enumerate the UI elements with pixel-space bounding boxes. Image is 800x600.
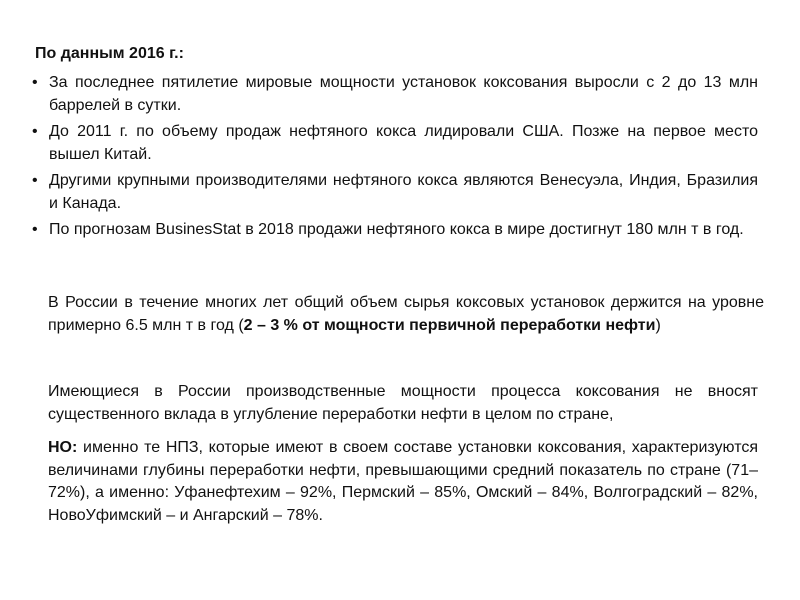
bullet-text: По прогнозам BusinesStat в 2018 продажи нефтяного кокса в мире достигнут 180 млн т в год. [49, 221, 744, 238]
bullet-list [32, 72, 758, 246]
list-item [32, 219, 758, 242]
slide-heading: По данным 2016 г.: [35, 45, 184, 62]
bullet-icon: • [32, 74, 38, 91]
russia-capacity-paragraph: Имеющиеся в России производственные мощности процесса коксования не вносят существенного вклада в углубление переработки нефти в целом по стране, [48, 383, 758, 423]
list-item [32, 170, 758, 215]
bullet-icon: • [32, 172, 38, 189]
russia-volume-paragraph [48, 292, 764, 337]
bullet-text: Другими крупными производителями нефтяного кокса являются Венесуэла, Индия, Бразилия и Канада. [49, 172, 758, 212]
paragraph-text-end: ) [655, 316, 661, 334]
bullet-text: До 2011 г. по объему продаж нефтяного кокса лидировали США. Позже на первое место вышел Китай. [49, 123, 758, 163]
bullet-icon: • [32, 221, 38, 238]
list-item [32, 121, 758, 166]
bullet-text: За последнее пятилетие мировые мощности установок коксования выросли с 2 до 13 млн баррелей в сутки. [49, 74, 758, 114]
bullet-icon: • [32, 123, 38, 140]
paragraph-text: В России в течение многих лет общий объем сырья коксовых установок держится на уровне примерно 6.5 млн т в год ( [48, 294, 764, 334]
paragraph-text: именно те НПЗ, которые имеют в своем составе установки коксования, характеризуются величинами глубины переработки нефти, превышающими средний показатель по стране (71–72%), а именно: Уфанефтехим – 92%, Пермский – 85%, Омский – 84%, Волгоградский – 82%, НовоУфимский – и Ангарский – 78%. [48, 439, 758, 524]
paragraph-emphasis: НО: [48, 439, 78, 456]
list-item [32, 72, 758, 117]
refineries-paragraph [48, 437, 758, 527]
paragraph-emphasis: 2 – 3 % от мощности первичной переработки нефти [243, 316, 656, 334]
